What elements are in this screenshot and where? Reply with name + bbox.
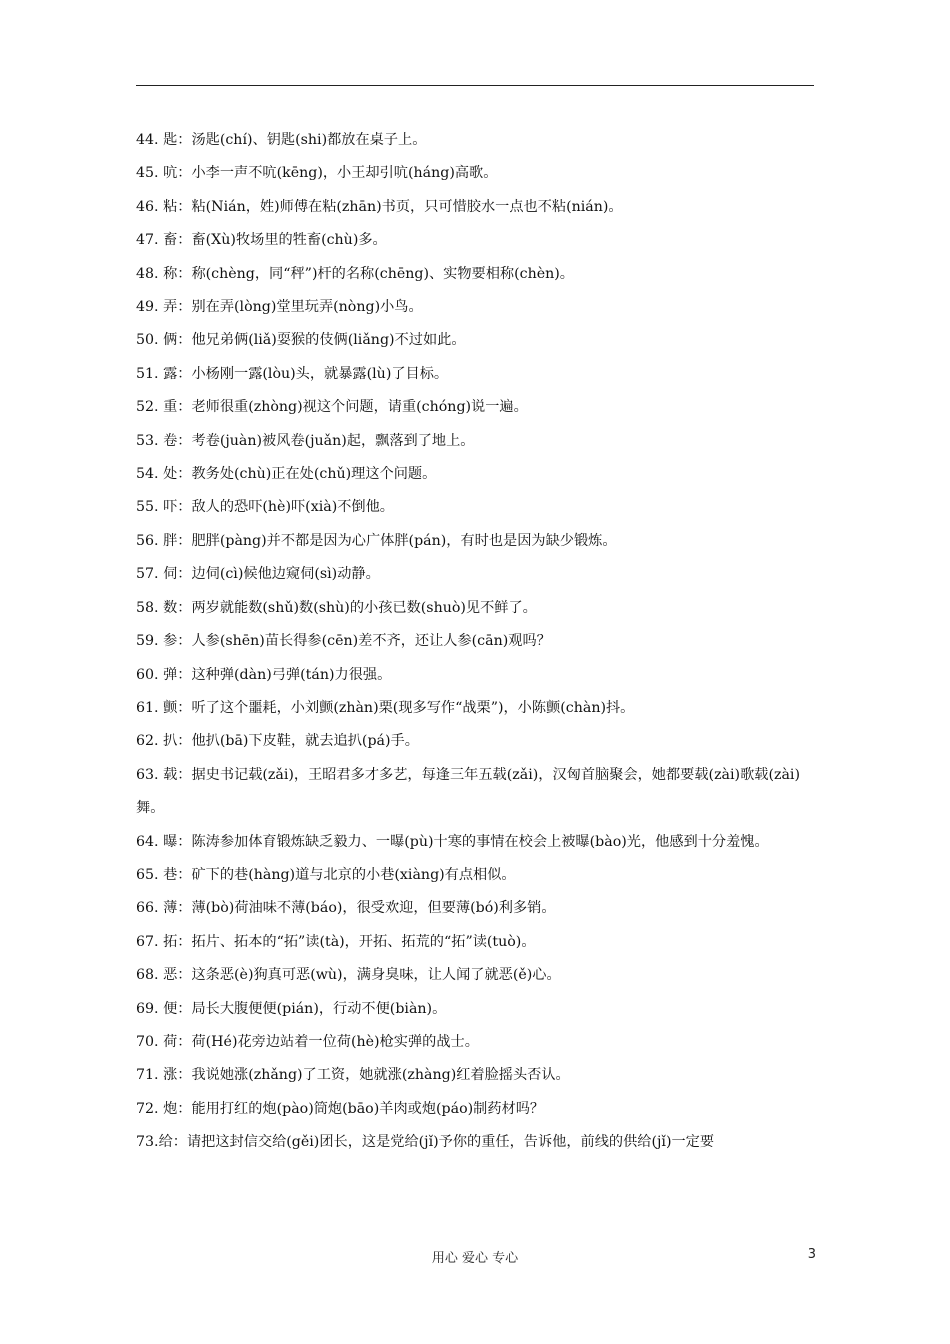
entry-45: 45. 吭：小李一声不吭(kēng)，小王却引吭(háng)高歌。 (136, 165, 498, 182)
entry-46: 46. 粘：粘(Nián，姓)师傅在粘(zhān)书页，只可惜胶水一点也不粘(nián)。 (136, 198, 623, 215)
entry-51: 51. 露：小杨刚一露(lòu)头，就暴露(lù)了目标。 (136, 365, 449, 382)
entry-72: 72. 炮：能用打红的炮(pào)筒炮(bāo)羊肉或炮(páo)制药材吗？ (136, 1100, 545, 1117)
entry-64: 64. 曝：陈涛参加体育锻炼缺乏毅力、一曝(pù)十寒的事情在校会上被曝(bào)光，他感到十分羞愧。 (136, 833, 769, 850)
entry-68: 68. 恶：这条恶(è)狗真可恶(wù)，满身臭味，让人闻了就恶(ě)心。 (136, 967, 561, 984)
entry-63: 63. 载：据史书记载(zǎi)，王昭君多才多艺，每逢三年五载(zǎi)，汉匈首脑聚会，她都要载(zài)歌载(zài)舞。 (136, 766, 800, 817)
entry-70: 70. 荷：荷(Hé)花旁边站着一位荷(hè)枪实弹的战士。 (136, 1033, 479, 1050)
entry-59: 59. 参：人参(shēn)苗长得参(cēn)差不齐，还让人参(cān)观吗？ (136, 633, 551, 650)
entry-57: 57. 伺：边伺(cì)候他边窥伺(sì)动静。 (136, 566, 380, 583)
entry-62: 62. 扒：他扒(bā)下皮鞋，就去追扒(pá)手。 (136, 733, 419, 750)
entry-60: 60. 弹：这种弹(dàn)弓弹(tán)力很强。 (136, 666, 392, 683)
page-number: 3 (807, 1247, 816, 1262)
entry-61: 61. 颤：听了这个噩耗，小刘颤(zhàn)栗(现多写作“战栗”)，小陈颤(chàn)抖。 (136, 699, 635, 716)
document-body (136, 124, 816, 1160)
entry-71: 71. 涨：我说她涨(zhǎng)了工资，她就涨(zhàng)红着脸摇头否认。 (136, 1067, 570, 1084)
entry-67: 67. 拓：拓片、拓本的“拓”读(tà)，开拓、拓荒的“拓”读(tuò)。 (136, 933, 536, 950)
entry-55: 55. 吓：敌人的恐吓(hè)吓(xià)不倒他。 (136, 499, 394, 516)
entry-54: 54. 处：教务处(chù)正在处(chǔ)理这个问题。 (136, 466, 437, 483)
entry-49: 49. 弄：别在弄(lòng)堂里玩弄(nòng)小鸟。 (136, 299, 423, 316)
header-rule (136, 85, 814, 86)
entry-66: 66. 薄：薄(bò)荷油味不薄(báo)，很受欢迎，但要薄(bó)利多销。 (136, 900, 556, 917)
entry-69: 69. 便：局长大腹便便(pián)，行动不便(biàn)。 (136, 1000, 447, 1017)
entry-65: 65. 巷：矿下的巷(hàng)道与北京的小巷(xiàng)有点相似。 (136, 866, 516, 883)
footer-motto: 用心 爱心 专心 (431, 1251, 519, 1266)
entry-73: 73.给：请把这封信交给(gěi)团长，这是党给(jǐ)予你的重任，告诉他，前线的供给(jǐ)一定要 (136, 1134, 715, 1151)
entry-56: 56. 胖：肥胖(pàng)并不都是因为心广体胖(pán)，有时也是因为缺少锻炼。 (136, 532, 617, 549)
entry-44: 44. 匙：汤匙(chí)、钥匙(shi)都放在桌子上。 (136, 132, 427, 148)
entry-50: 50. 俩：他兄弟俩(liǎ)耍猴的伎俩(liǎng)不过如此。 (136, 332, 466, 349)
entry-58: 58. 数：两岁就能数(shǔ)数(shù)的小孩已数(shuò)见不鲜了。 (136, 599, 537, 616)
entry-53: 53. 卷：考卷(juàn)被风卷(juǎn)起，飘落到了地上。 (136, 432, 475, 449)
entry-48: 48. 称：称(chèng，同“秤”)杆的名称(chēng)、实物要相称(chèn)。 (136, 265, 574, 282)
entry-52: 52. 重：老师很重(zhòng)视这个问题，请重(chóng)说一遍。 (136, 399, 528, 416)
entry-47: 47. 畜：畜(Xù)牧场里的牲畜(chù)多。 (136, 232, 387, 249)
